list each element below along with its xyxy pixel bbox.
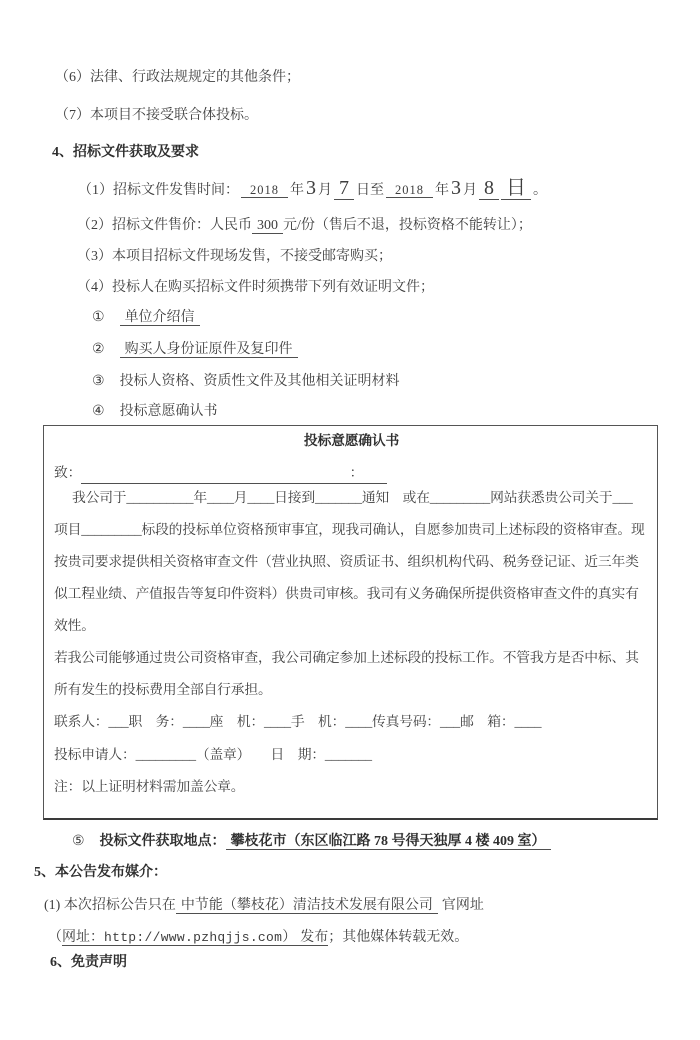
start-month-value: 3 xyxy=(306,177,316,199)
sale-time-label: （1）招标文件发售时间： xyxy=(78,183,239,198)
pickup-location-line xyxy=(72,831,700,853)
sale-time-line xyxy=(77,178,700,203)
confirmation-box-title: 投标意愿确认书 xyxy=(303,433,400,448)
participation-paragraph-line-1: 若我公司能够通过贵公司资格审查，我公司确定参加上述标段的投标工作。不管我方是否中标、其 xyxy=(54,650,639,665)
media-suffix: 官网址 xyxy=(441,898,484,913)
publish-media-line xyxy=(44,895,700,917)
pickup-label: 投标文件获取地点： xyxy=(99,834,226,849)
required-docs-intro-line: （4）投标人在购买招标文件时须携带下列有效证明文件； xyxy=(77,280,434,295)
media-company: 中节能（攀枝花）清洁技术发展有限公司 xyxy=(176,898,438,914)
item-3-number: ③ xyxy=(92,374,105,389)
confirmation-box xyxy=(43,425,658,820)
website-line xyxy=(48,927,700,949)
note-line: 注：以上证明材料需加盖公章。 xyxy=(54,779,245,794)
item-3-text: 投标人资格、资质性文件及其他相关证明材料 xyxy=(119,374,400,389)
start-day-value: 7 xyxy=(334,177,354,200)
website-underlined xyxy=(62,930,328,946)
item-2-number: ② xyxy=(92,342,105,357)
price-value: 300 xyxy=(252,218,283,234)
period-char: 。 xyxy=(533,183,547,198)
contact-line: 联系人：___职 务：____座 机：____手 机：____传真号码：___邮 箱：____ xyxy=(54,714,542,729)
end-day-char: 日 xyxy=(501,177,531,200)
price-line xyxy=(77,215,700,236)
commitment-paragraph-line-1: 我公司于__________年____月____日接到_______通知 或在_________网站获悉贵公司关于___ xyxy=(72,490,633,505)
end-year-value: 2018 xyxy=(386,183,433,198)
website-label: 网址： xyxy=(62,930,104,945)
media-prefix: (1) 本次招标公告只在 xyxy=(44,898,176,913)
applicant-line: 投标申请人：_________（盖章） 日 期：_______ xyxy=(54,747,372,762)
to-char: 日至 xyxy=(356,183,384,198)
doc-item-3 xyxy=(92,371,700,392)
website-rest: ；其他媒体转载无效。 xyxy=(328,930,469,945)
item-5-number: ⑤ xyxy=(72,834,85,849)
item-4-text: 投标意愿确认书 xyxy=(119,404,218,419)
price-prefix: （2）招标文件售价：人民币 xyxy=(77,218,252,233)
to-blank xyxy=(81,463,387,484)
doc-item-4 xyxy=(92,401,700,422)
item-4-number: ④ xyxy=(92,404,105,419)
end-day-value: 8 xyxy=(479,177,499,200)
section-4-heading: 4、招标文件获取及要求 xyxy=(52,145,199,160)
website-publish-word: 发布 xyxy=(300,930,329,945)
participation-paragraph-line-2: 所有发生的投标费用全部自行承担。 xyxy=(54,682,272,697)
website-url: http://www.pzhqjjs.com xyxy=(104,930,283,945)
commitment-paragraph-line-5: 效性。 xyxy=(54,618,95,633)
price-suffix: 元/份（售后不退，投标资格不能转让）； xyxy=(283,218,532,233)
to-colon: ： xyxy=(349,465,364,480)
start-year-value: 2018 xyxy=(241,183,288,198)
to-line xyxy=(54,462,649,484)
end-month-value: 3 xyxy=(451,177,461,199)
website-close-paren: ） xyxy=(282,930,297,945)
to-label: 致： xyxy=(54,465,82,480)
section-5-heading: 5、本公告发布媒介： xyxy=(34,865,167,880)
commitment-paragraph-line-2: 项目_________标段的投标单位资格预审事宜，现我司确认，自愿参加贵司上述标段的资格审查。现 xyxy=(54,522,645,537)
month-char-2: 月 xyxy=(463,183,477,198)
condition-item-7: （7）本项目不接受联合体投标。 xyxy=(55,108,258,123)
doc-item-2 xyxy=(92,339,700,360)
item-2-text: 购买人身份证原件及复印件 xyxy=(120,342,298,358)
website-open-paren: （ xyxy=(48,930,62,945)
onsite-sale-line: （3）本项目招标文件现场发售，不接受邮寄购买； xyxy=(77,249,392,264)
item-1-number: ① xyxy=(92,310,105,325)
doc-item-1 xyxy=(92,307,700,328)
year-char-2: 年 xyxy=(435,183,449,198)
commitment-paragraph-line-3: 按贵司要求提供相关资格审查文件（营业执照、资质证书、组织机构代码、税务登记证、近三年类 xyxy=(54,554,639,569)
commitment-paragraph-line-4: 似工程业绩、产值报告等复印件资料）供贵司审核。我司有义务确保所提供资格审查文件的真实有 xyxy=(54,586,639,601)
item-1-text: 单位介绍信 xyxy=(120,310,200,326)
pickup-address: 攀枝花市（东区临江路 78 号得天独厚 4 楼 409 室） xyxy=(226,834,551,850)
month-char: 月 xyxy=(318,183,332,198)
section-6-heading: 6、免责声明 xyxy=(50,955,127,970)
condition-item-6: （6）法律、行政法规规定的其他条件； xyxy=(55,70,300,85)
year-char: 年 xyxy=(290,183,304,198)
